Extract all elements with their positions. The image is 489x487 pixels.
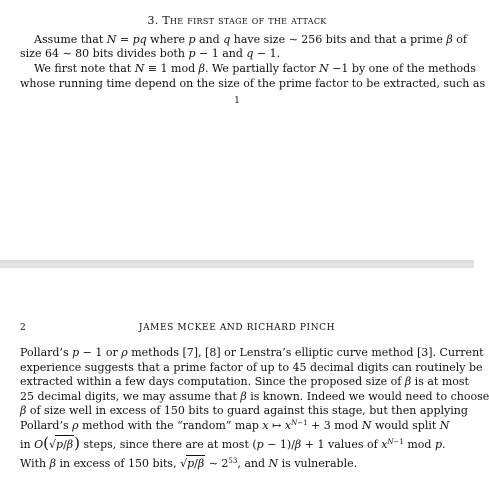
body-line-3: extracted within a few days computation. Since the proposed size of β is at most [20,375,469,388]
paragraph-line-3: We first note that N ≡ 1 mod β. We partially factor N −1 by one of the methods [34,62,476,75]
section-title: 3. The first stage of the attack [147,14,327,27]
page-number: 1 [234,96,240,106]
paragraph-line-2: size 64 ∼ 80 bits divides both p − 1 and q − 1. [20,47,281,60]
paragraph-line-4: whose running time depend on the size of the prime factor to be extracted, such as [20,77,486,90]
body-line-1: Pollard’s p − 1 or ρ methods [7], [8] or Lenstra’s elliptic curve method [3]. Current [20,346,484,359]
body-line-8: With β in excess of 150 bits, √p/β ∼ $2^{53}$, and N is vulnerable. [20,457,358,470]
body-line-7: in O(√p/β) steps, since there are at most (p − 1)/β + 1 values of $x^{N-1}$ mod p. [20,434,446,452]
body-line-5: β of size well in excess of 150 bits to guard against this stage, but then applying [20,404,468,417]
body-line-6: Pollard’s ρ method with the “random” map x ↦ $x^{N-1} + 3$ mod N would split N [20,419,450,432]
page-number-2: 2 [20,323,26,333]
running-head: JAMES MCKEE AND RICHARD PINCH [138,323,336,333]
body-line-2: experience suggests that a prime factor of up to 45 decimal digits can routinely be [20,361,483,374]
paragraph-line-1: Assume that N = pq where p and q have size ∼ 256 bits and that a prime β of [34,33,467,46]
body-line-4: 25 decimal digits, we may assume that β is known. Indeed we would need to choose [20,390,489,403]
